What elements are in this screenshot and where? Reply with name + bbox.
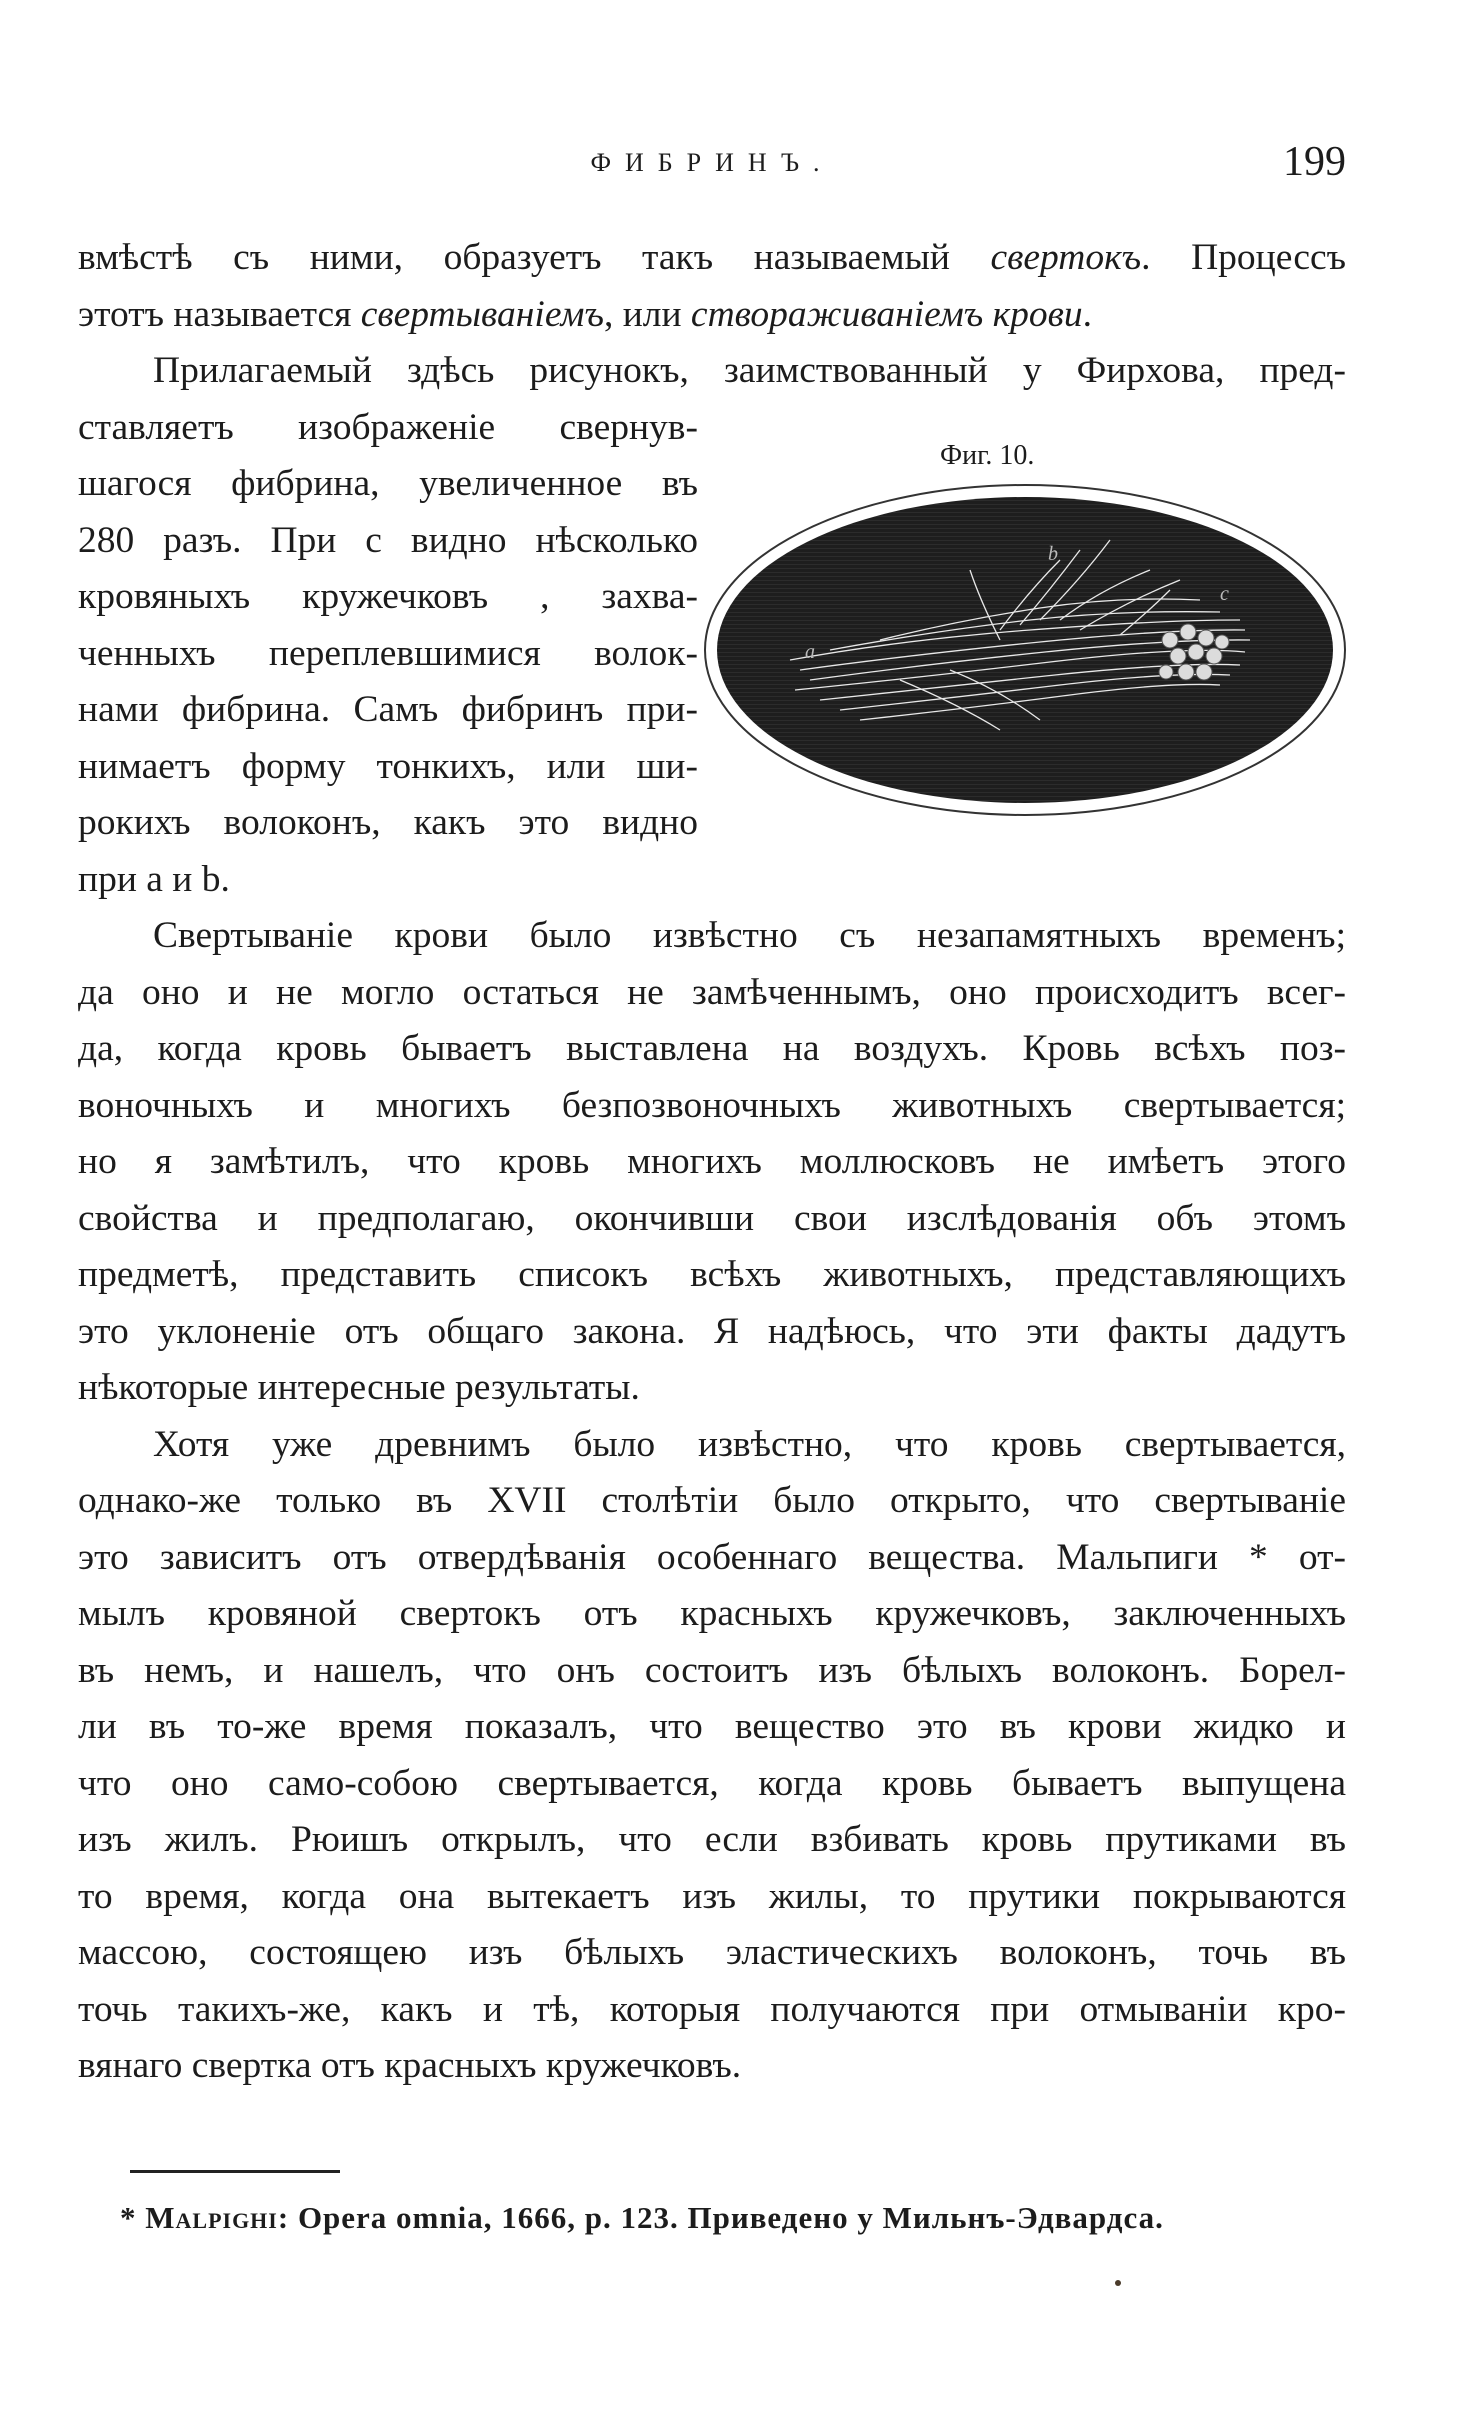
text-line: въ немъ, и нашелъ, что онъ состоитъ изъ бѣлыхъ волоконъ. Борел- (78, 1649, 1346, 1691)
text-line: этотъ называется свертываніемъ, или створаживаніемъ крови. (78, 293, 1093, 335)
fibrin-micrograph (700, 480, 1350, 820)
running-title: ФИБРИНЪ. (590, 148, 834, 177)
text-line: это уклоненіе отъ общаго закона. Я надѣюсь, что эти факты дадутъ (78, 1310, 1346, 1352)
text-line: вянаго свертка отъ красныхъ кружечковъ. (78, 2045, 742, 2086)
text-line: нѣкоторые интересные результаты. (78, 1367, 640, 1408)
running-head (78, 138, 1346, 188)
text-line: 280 разъ. При c видно нѣсколько (78, 519, 698, 561)
print-speck (1115, 2280, 1121, 2286)
text-line: кровяныхъ кружечковъ , захва- (78, 576, 698, 617)
text-line: да оно и не могло остаться не замѣченнымъ, оно происходитъ всег- (78, 971, 1346, 1013)
figure-label-c: c (1220, 583, 1229, 605)
text-line: нами фибрина. Самъ фибринъ при- (78, 689, 698, 730)
text-line: Хотя уже древнимъ было извѣстно, что кровь свертывается, (153, 1423, 1346, 1465)
page-number: 199 (1283, 139, 1346, 185)
text-line: изъ жилъ. Рюишъ открылъ, что если взбивать кровь прутиками въ (78, 1819, 1346, 1860)
figure-label-b: b (1048, 543, 1058, 565)
text-line: массою, состоящею изъ бѣлыхъ эластическихъ волоконъ, точь въ (78, 1932, 1346, 1973)
text-line: мылъ кровяной свертокъ отъ красныхъ кружечковъ, заключенныхъ (78, 1593, 1346, 1634)
text-line: свойства и предполагаю, окончивши свои изслѣдованія объ этомъ (78, 1197, 1346, 1239)
text-line: воночныхъ и многихъ безпозвоночныхъ животныхъ свертывается; (78, 1084, 1346, 1126)
text-line: что оно само-собою свертывается, когда кровь бываетъ выпущена (78, 1762, 1346, 1804)
footnote (120, 2200, 1360, 2236)
text-line: да, когда кровь бываетъ выставлена на воздухъ. Кровь всѣхъ поз- (78, 1028, 1346, 1069)
figure-caption: Фиг. 10. (940, 440, 1035, 471)
text-line: нимаетъ форму тонкихъ, или ши- (78, 745, 698, 787)
term-svertyvanie: свертываніемъ (360, 293, 604, 335)
text-line: шагося фибрина, увеличенное въ (78, 463, 698, 504)
text-line: ченныхъ переплевшимися волок- (78, 632, 698, 674)
text-line: рокихъ волоконъ, какъ это видно (78, 802, 698, 843)
text-line: ставляетъ изображеніе свернув- (78, 406, 698, 448)
text-line: Свертываніе крови было извѣстно съ незапамятныхъ временъ; (153, 915, 1346, 956)
term-svertok: свертокъ (990, 237, 1142, 278)
footnote-rule (130, 2170, 340, 2173)
text-line: предметѣ, представить списокъ всѣхъ животныхъ, представляющихъ (78, 1254, 1346, 1295)
text-line: однако-же только въ XVII столѣтіи было открыто, что свертываніе (78, 1480, 1346, 1521)
text-line: точь такихъ-же, какъ и тѣ, которыя получаются при отмываніи кро- (78, 1988, 1346, 2030)
footnote-author: Malpighi: (145, 2200, 290, 2235)
footnote-text: Opera omnia, 1666, p. 123. Приведено у Мильнъ-Эдвардса. (289, 2200, 1164, 2235)
text-line: при a и b. (78, 858, 230, 900)
text-line: Прилагаемый здѣсь рисунокъ, заимствованный у Фирхова, пред- (153, 350, 1346, 391)
footnote-marker: * (120, 2200, 137, 2235)
text-line: но я замѣтилъ, что кровь многихъ моллюсковъ не имѣетъ этого (78, 1141, 1346, 1182)
term-stvorazhivanie: створаживаніемъ крови (690, 293, 1083, 335)
figure-label-a: a (805, 641, 815, 663)
text-line: то время, когда она вытекаетъ изъ жилы, то прутики покрываются (78, 1875, 1346, 1917)
text-line: ли въ то-же время показалъ, что вещество это въ крови жидко и (78, 1706, 1346, 1747)
text-line: это зависитъ отъ отвердѣванія особеннаго вещества. Мальпиги * от- (78, 1536, 1346, 1578)
text-line: вмѣстѣ съ ними, образуетъ такъ называемый свертокъ. Процессъ (78, 237, 1346, 278)
figure-10 (700, 440, 1350, 840)
